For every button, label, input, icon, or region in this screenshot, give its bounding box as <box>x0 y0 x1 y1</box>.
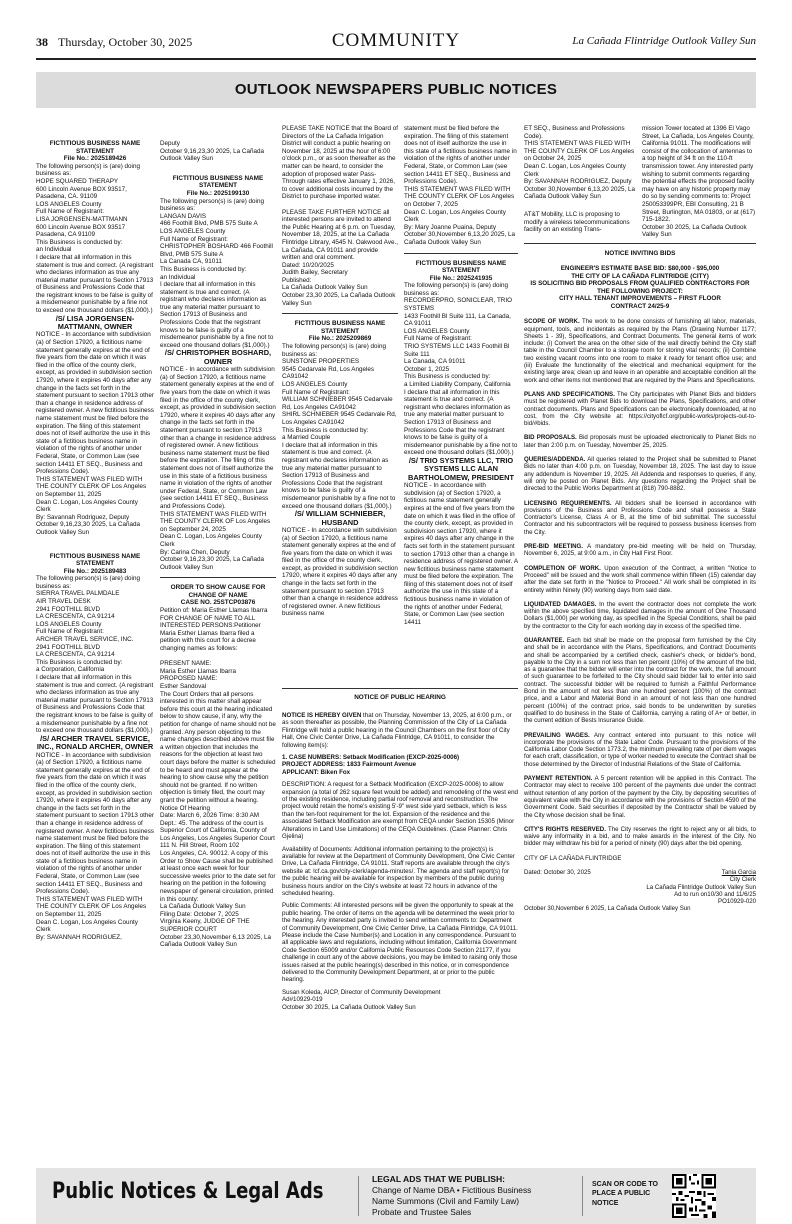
notice-body: NOTICE - In accordance with subdivision (a) of Section 17920, a fictitious name statement generally expires at the end of five years from the date on which it was filed in the office of the county clerk, except, as provided in subdivision section 17920, where it expires 40 days after any change in the facts set forth in the statement pursuant to section 17913 other than a change in residence address of registered owner. A new fictitious business name statement must be filed before the expiration. The filing of this statement does not of itself authorize the use in this state of a fictitious business name in violation of the rights of another under Federal, State, or Common Law (see section 14411 ET SEQ., Business and Professions Code). THIS STATEMENT WAS FILED WITH THE COUNTY CLERK OF Los Angeles on September 24, 2025 Dean C. Logan, Los Angeles County Clerk By: Carina Chen, Deputy October 9,16,23,30 2025, La Cañada Outlook Valley Sun <box>160 366 276 571</box>
bids-paragraph-text: Bid proposals must be uploaded electronically to Planet Bids no later than 2:00 p.m. on Tuesday, November 25, 2025. <box>524 434 756 449</box>
divider <box>282 313 398 314</box>
bids-paragraph <box>524 565 756 594</box>
notice-body: The following person(s) is (are) doing business as: RECORDERPRO, SONICLEAR, TRIO SYSTEMS 1433 Foothill Bl Suite 111, La Canada, CA 91011 LOS ANGELES County Full Name of Registrant: TRIO SYSTEMS LLC 1433 Foothill Bl Suite 111 La Canada, CA 91011 October 1, 2025 This Business is conducted by: a Limited Liability Company, California I declare that all information in this statement is true and correct. (A registrant who declares information as true any material matter pursuant to Section 17913 of Business and Professions Code that the registrant knows to be false is guilty of a misdemeanor punishable by a fine not to exceed one thousand dollars ($1,000).) <box>404 282 518 457</box>
notice-body: The following person(s) is (are) doing business as: SIERRA TRAVEL PALMDALE AIR TRAVEL DESK 2941 FOOTHILL BLVD LA CRESCENTA, CA 91214 LOS ANGELES County Full Name of Registrant: ARCHER TRAVEL SERVICE, INC. 2941 FOOTHILL BLVD LA CRESCENTA, CA 91214 This Business is conducted by: a Corporation, California I declare that all information in this statement is true and correct. (A registrant who declares information as true any material matter pursuant to Section 17913 of Business and Professions Code that the registrant knows to be false is guilty of a misdemeanor punishable by a fine not to exceed one thousand dollars ($1,000).) <box>36 575 154 735</box>
file-number: File No.: 2025209869 <box>308 335 372 343</box>
bids-paragraph-label: PLANS AND SPECIFICATIONS. <box>524 390 615 398</box>
hearing-signature: Susan Koleda, AICP, Director of Community Development Ad#10929-019 October 30 2025, La Cañada Outlook Valley Sun <box>282 988 441 1011</box>
bids-paragraph <box>524 543 756 558</box>
section-title: COMMUNITY <box>331 30 461 51</box>
notice-body: NOTICE - In accordance with subdivision (a) of Section 17920, a fictitious name statement generally expires at the end of five years from the date on which it was filed in the office of the county clerk, except, as provided in subdivision section 17920, where it expires 40 days after any change in the facts set forth in the statement pursuant to section 17913 other than a change in residence address of registered owner. A new fictitious business name statement must be filed before the expiration. The filing of this statement does not of itself authorize the use in this state of a fictitious business name in violation of the rights of another under Federal, State, or Common Law (see section 14411 <box>404 482 518 626</box>
bids-paragraph-label: CITY'S RIGHTS RESERVED. <box>524 825 606 833</box>
notice-heading: FICTITIOUS BUSINESS NAME STATEMENT <box>294 320 386 335</box>
bids-paragraph-label: PREVAILING WAGES. <box>524 731 590 739</box>
bids-paragraph-text: All queries related to the Project shall be submitted to Planet Bids no later than 4:00 p.m. on Tuesday, November 18, 2025. The last day to issue any addendum is November 19, 2025. All Addenda and responses to queries, if any, will only be posted on Planet Bids. Any questions regarding the Project shall be directed to the Public Works Department at (818) 790-8882. <box>524 456 756 493</box>
bids-paragraph <box>524 826 756 848</box>
bids-paragraph <box>524 456 756 492</box>
notice-body: PLEASE TAKE NOTICE that the Board of Directors of the La Cañada Irrigation District will conduct a public hearing on November 18, 2025 at the hour of 6:00 o'clock p.m., or as soon thereafter as the matter can be heard, to consider the adoption of proposed water Pass-Through rates effective January 1, 2026, to cover additional costs incurred by the District to purchase imported water. PLEASE TAKE FURTHER NOTICE all interested persons are invited to attend the Public Hearing at 6 p.m. on Tuesday, November 18, 2025, at the La Cañada Flintridge Library, 4545 N. Oakwood Ave., La Cañada, CA 91011 and provide written and oral comment. Dated: 10/20/2025 Judith Bailey, Secretary Published: La Cañada Outlook Valley Sun October 23,30 2025, La Cañada Outlook Valley Sun <box>282 125 398 307</box>
footer-heading: LEGAL ADS THAT WE PUBLISH: <box>372 1174 506 1184</box>
divider <box>358 1176 359 1216</box>
notice-signature: /S/ LISA JORGENSEN-MATTMANN, OWNER <box>55 313 135 332</box>
issue-date: Thursday, October 30, 2025 <box>58 35 193 49</box>
qr-code-icon[interactable] <box>672 1174 716 1218</box>
scan-prompt: SCAN OR CODE TO PLACE A PUBLIC NOTICE <box>592 1181 658 1207</box>
hearing-intro-lead: NOTICE IS HEREBY GIVEN <box>282 712 362 719</box>
hearing-case: 1. CASE NUMBERS: Setback Modification (EXCP-2025-0006) PROJECT ADDRESS: 1833 Fairmount Avenue APPLICANT: Biken Fox <box>282 754 460 776</box>
divider <box>404 253 518 254</box>
notice-heading: NOTICE INVITING BIDS <box>604 250 676 257</box>
bids-paragraph <box>524 732 756 768</box>
divider <box>524 243 756 244</box>
notice-heading: FICTITIOUS BUSINESS NAME STATEMENT <box>172 174 264 190</box>
bids-paragraph <box>524 434 756 449</box>
case-number: CASE NO. 25STCP03876 <box>180 599 256 607</box>
bids-paragraph <box>524 601 756 630</box>
notice-body: The following person(s) is (are) doing business as: LANGAN DAVIS 466 Foothill Blvd, PMB 575 Suite A LOS ANGELES County Full Name of Registrant: CHRISTOPHER BOSHARD 466 Foothill Blvd, PMB 575 Suite A La Canada CA, 91011 This Business is conducted by: an Individual I declare that all information in this statement is true and correct. (A registrant who declares information as true any material matter pursuant to Section 17913 of Business and Professions Code that the registrant knows to be false is guilty of a misdemeanor punishable by a fine not to exceed one thousand dollars ($1,000).) <box>160 197 274 349</box>
bids-paragraph-label: BID PROPOSALS. <box>524 434 577 442</box>
hearing-description: DESCRIPTION: A request for a Setback Modification (EXCP-2025-0006) to allow expansion (a total of 262 square feet would be added) and remodeling of the west end of the existing residence, including partial roof removal and reconstruction. The project would retain the home's existing 5'-9" west side yard setback, which is less than the ten-foot requirement for the lot. Expansion of the residence and the associated Setback Modification are exempt from CEQA under Section 15305 (Minor Alterations in Land Use Limitations) of the CEQA Guidelines. (Case Planner: Chris Gjelina) <box>282 781 518 841</box>
bids-paragraph-label: PAYMENT RETENTION. <box>524 775 593 783</box>
hearing-intro-text: that on Thursday, November 13, 2025, at 6:00 p.m., or as soon thereafter as possible, the Planning Commission of the City of La Cañada Flintridge will hold a public hearing in the Council Chambers on the first floor of City Hall, One Civic Center Drive, La Cañada Flintridge, CA 91011, to consider the following item(s): <box>282 712 512 749</box>
file-number: File No.: 2025241935 <box>429 274 493 282</box>
hearing-comments: Public Comments: All interested persons will be given the opportunity to speak at the public hearing. The order of items on the agenda will be determined the week prior to the hearing. Any interested party is invited to send written comments to: Department of Community Development, One Civic Center Drive, La Cañada Flintridge, CA 91011. Please include the Case Number(s) and Location in any correspondence. Pursuant to all applicable laws and regulations, including without limitation, California Government Code Section 65009 and/or California Public Resources Code Section 21177, if you challenge in court any of the above decisions, you may be limited to raising only those issues raised at the public hearing(s) described in this notice, or in correspondence delivered to the Community Development Department, at or prior to the public hearing. <box>282 902 518 984</box>
column-5 <box>524 125 636 240</box>
hearing-availability: Availability of Documents: Additional information pertaining to the project(s) is available for review at the Department of Community Development, One Civic Center Drive, La Cañada Flintridge, CA 91011. Staff reports are available through the city's website at: lcf.ca.gov/city-clerk/agenda-minutes/. The agenda and staff report(s) for the public hearing will be available for inspection by members of the public during business hours and/or on the City's website at least 72 hours in advance of the scheduled hearing. <box>282 845 515 897</box>
bids-paragraph <box>524 637 756 725</box>
bids-dated-line <box>524 869 756 876</box>
notice-body: statement must be filed before the expiration. The filing of this statement does not of itself authorize the use in this state of a fictitious business name in violation of the rights of another under Federal, State, or Common Law (see section 14411 ET SEQ., Business and Professions Code). THIS STATEMENT WAS FILED WITH THE COUNTY CLERK OF Los Angeles on October 7, 2025 Dean C. Logan, Los Angeles County Clerk By: Mary Joanne Puaina, Deputy October 30,November 6,13,20 2025, La Cañada Outlook Valley Sun <box>404 125 517 246</box>
bids-paragraph-text: In the event the contractor does not complete the work within the above specified time, liquidated damages in the amount of One Thousand Dollars ($1,000) per working day, as specified in the Special Conditions, shall be paid by the contractor to the City for each working day in excess of the specified time. <box>524 600 756 630</box>
notice-heading: FICTITIOUS BUSINESS NAME STATEMENT <box>49 552 141 568</box>
paper-name: La Cañada Flintridge Outlook Valley Sun <box>572 35 756 47</box>
column-2 <box>160 140 276 1170</box>
bids-paragraph-text: The City reserves the right to reject any or all bids, to waive any informality in a bid, and to make awards in the interest of the City. No bidder may withdraw his bid for a period of ninety (90) days after the bid opening. <box>524 825 756 848</box>
notice-inviting-bids <box>524 250 756 1172</box>
bids-paragraph-text: A 5 percent retention will be applied in this Contract. The Contractor may elect to receive 100 percent of the payments due under the contract without retention of any portion of the payment by the City, by depositing securities of equivalent value with the City in accordance with the provisions of Section 4590 of the Government Code. Said securities if deposited by the Contractor shall be valued by the City whose decision shall be final. <box>524 775 756 819</box>
notice-body: The following person(s) is (are) doing business as: HOPE SQUARED THERAPY 600 Lincoln Avenue BOX 93517, Pasadena, CA. 91109 LOS ANGELES County Full Name of Registrant: LISA JORGENSEN-MATTMANN 600 Lincoln Avenue BOX 93517 Pasadena, CA 91109 This Business is conducted by: an Individual I declare that all information in this statement is true and correct. (A registrant who declares information as true any material matter pursuant to Section 17913 of Business and Professions Code that the registrant knows to be false is guilty of a misdemeanor punishable by a fine not to exceed one thousand dollars ($1,000).) <box>36 162 154 315</box>
column-3 <box>282 125 398 685</box>
bids-paragraph <box>524 775 756 819</box>
notice-signature: /S/ CHRISTOPHER BOSHARD, OWNER <box>164 348 272 366</box>
file-number: File No.: 2025189426 <box>63 155 127 163</box>
notice-body: ET SEQ., Business and Professions Code). THIS STATEMENT WAS FILED WITH THE COUNTY CLERK OF Los Angeles on October 24, 2025 Dean C. Logan, Los Angeles County Clerk By: SAVANNAH RODRIGUEZ, Deputy October 30,November 6,13,20 2025, La Cañada Outlook Valley Sun <box>524 125 635 201</box>
notice-body: Petition of: Maria Esther Llamas Ibarra FOR CHANGE OF NAME TO ALL INTERESTED PERSONS:Petitioner Maria Esther Llamas Ibarra filed a petition with this court for a decree changing names as follows: PRESENT NAME: Maria Esther Llamas Ibarra PROPOSED NAME: Esther Sandoval The Court Orders that all persons interested in this matter shall appear before this court at the hearing indicated below to show cause, if any, why the petition for change of name should not be granted. Any person objecting to the name changes described above must file a written objection that includes the reasons for the objection at least two court days before the matter is scheduled to be heard and must appear at the hearing to show cause why the petition should not be granted. If no written objection is timely filed, the court may grant the petition without a hearing. Notice Of Hearing Date: March 6, 2026 Time: 8:30 AM Dept.: 45. The address of the court is Superior Court of California, County of Los Angeles, Los Angeles Superior Court 111 N. Hill Street, Room 102 Los Angeles, CA. 90012. A copy of this Order to Show Cause shall be published at least once each week for four successive weeks prior to the date set for hearing on the petition in the following newspaper of general circulation, printed in this county: La Cañada Outlook Valley Sun Filing Date: October 7, 2025 Virginia Keeny, JUDGE OF THE SUPERIOR COURT October 23,30,November 6,13 2025, La Cañada Outlook Valley Sun <box>160 607 276 949</box>
notice-heading: ORDER TO SHOW CAUSE FOR CHANGE OF NAME <box>170 584 266 599</box>
hearing-intro <box>282 712 518 749</box>
bids-dated: Dated: October 30, 2025 <box>524 869 591 876</box>
bids-paragraph-text: Any contract entered into pursuant to this notice will incorporate the provisions of the State Labor Code. Pursuant to the provisions of the California Labor Code Section 1773.2, the minimum prevailing rate of per diem wages for each craft, classification, or type of worker needed to execute the Contract shall be those determined by the Director of Industrial Relations of the State of California. <box>524 731 756 768</box>
header-rule <box>36 58 756 60</box>
notices-banner: OUTLOOK NEWSPAPERS PUBLIC NOTICES <box>36 72 756 108</box>
bids-paragraph-label: QUERIES/ADDENDA. <box>524 456 586 464</box>
notice-heading: NOTICE OF PUBLIC HEARING <box>354 694 446 701</box>
bids-summary: ENGINEER'S ESTIMATE BASE BID: $80,000 - $95,000 THE CITY OF LA CAÑADA FLINTRIDGE (CITY) IS SOLICITING BID PROPOSALS FROM QUALIFIED CONTRACTORS FOR THE FOLLOWING PROJECT: CITY HALL TENANT IMPROVEMENTS – FIRST FLOOR CONTRACT 24/25-9 <box>530 265 750 310</box>
bids-paragraph-label: PRE-BID MEETING. <box>524 543 583 551</box>
bids-paragraph-text: Each bid shall be made on the proposal form furnished by the City and shall be in accordance with the Plans, Specifications, and Contract Documents and shall be accompanied by a certified check, cashier's check, or bidder's bond, payable to the City in a sum not less than ten percent (10%) of the amount of the bid, as a guarantee that the bidder will enter into the contract for the work, the full amount of such guarantee to be forfeited to the City should said bidder fail to enter into said contract. The successful bidder will be required to furnish a Faithful Performance Bond in the amount of not less than one hundred percent (100%) of the contract price, and a Labor and Material Bond in an amount of not less than one hundred percent (100%) of the contract price, said bonds to be underwritten by sureties qualified to do business in the State of California, carrying a rating of A+ or better, in the current edition of Bests Insurance Guide. <box>524 636 756 725</box>
bids-paragraph-text: All bidders shall be licensed in accordance with provisions of the Business and Professions Code and shall possess a State Contractor's License, Class A or B, at the time of bid submittal. The successful Contractor and his subcontractors will be required to possess business licenses from the City. <box>524 499 756 536</box>
signer-title: City Clerk <box>729 876 756 884</box>
notice-body: NOTICE - In accordance with subdivision (a) of Section 17920, a fictitious name statement generally expires at the end of five years from the date on which it was filed in the office of the county clerk, except, as provided in subdivision section 17920, where it expires 40 days after any change in the facts set forth in the statement pursuant to section 17913 other than a change in residence address of registered owner. A new fictitious business name statement must be filed before the expiration. The filing of this statement does not of itself authorize the use in this state of a fictitious business name in violation of the rights of another under Federal, State, or Common Law (see section 14411 ET SEQ., Business and Professions Code). THIS STATEMENT WAS FILED WITH THE COUNTY CLERK OF Los Angeles on September 11, 2025 Dean C. Logan, Los Angeles County Clerk By: Savannah Rodriguez, Deputy October 9,16,23,30 2025, La Cañada Outlook Valley Sun <box>36 331 154 536</box>
bids-paragraph-text: A mandatory pre-bid meeting will be held on Thursday, November 6, 2025, at 9:00 a.m., in City Hall First Floor. <box>524 543 756 558</box>
page-number: 38 <box>36 35 48 49</box>
notice-body: NOTICE - In accordance with subdivision (a) of Section 17920, a fictitious name statement generally expires at the end of five years from the date on which it was filed in the office of the county clerk, except, as provided in subdivision section 17920, where it expires 40 days after any change in the facts set forth in the statement pursuant to section 17913 other than a change in residence address of registered owner. A new fictitious business name statement must be filed before the expiration. The filing of this statement does not of itself authorize the use in this state of a fictitious business name in violation of the rights of another under Federal, State, or Common Law (see section 14411 ET SEQ., Business and Professions Code). THIS STATEMENT WAS FILED WITH THE COUNTY CLERK OF Los Angeles on September 11, 2025 Dean C. Logan, Los Angeles County Clerk By: SAVANNAH RODRIGUEZ, <box>36 751 154 941</box>
column-6 <box>642 125 756 240</box>
bids-paragraphs <box>524 318 756 847</box>
notice-heading: FICTITIOUS BUSINESS NAME STATEMENT <box>415 259 507 275</box>
footer-title: Public Notices & Legal Ads <box>52 1179 324 1204</box>
bids-paragraph <box>524 500 756 536</box>
file-number: File No.: 2025199130 <box>186 189 250 197</box>
bids-paragraph <box>524 318 756 384</box>
column-4 <box>404 125 518 685</box>
bids-paragraph-text: The work to be done consists of furnishing all labor, materials, equipment, tools, and incidentals as required by the Plans (Drawing Number 1177; Sheets 1 - 39), Specifications, and Contract Documents. The general items of work include: (i) Convert the area on the other side of the wall directly behind the City staff table in the Council Chamber to a storage room for storing vital records; (ii) Combine two existing vacant rooms into one room to make it ready for tenant office use; and (iii) Evaluate the functionality of the electrical and mechanical equipment for the existing large area; clean up and leave in an operable and acceptable condition all the work and other items not mentioned that are required by the Plans and Specifications. <box>524 318 756 384</box>
column-1 <box>36 140 154 1170</box>
notice-body: AT&T Mobility, LLC is proposing to modify a wireless telecommunications facility on an existing Trans- <box>524 210 630 234</box>
bids-paragraph-text: Upon execution of the Contract, a written "Notice to Proceed" will be issued and the work shall commence within fifteen (15) calendar day after the date set forth in the "Notice to Proceed." All work shall be completed in its entirety within Ninety (90) working days from said date. <box>524 564 756 594</box>
notice-heading: FICTITIOUS BUSINESS NAME STATEMENT <box>49 140 141 155</box>
notice-body: NOTICE - In accordance with subdivision (a) of Section 17920, a fictitious name statement generally expires at the end of five years from the date on which it was filed in the office of the county clerk, except, as provided in subdivision section 17920, where it expires 40 days after any change in the facts set forth in the statement pursuant to section 17913 other than a change in residence address of registered owner. A new fictitious business name <box>282 526 398 618</box>
legal-ads-footer <box>36 1168 756 1224</box>
notice-body: mission Tower located at 1396 El Vago Street, La Cañada, Los Angeles County, California 91011. The modifications will consist of the collocation of antennas to a top height of 34 ft on the 110-ft transmission tower. Any interested party wishing to submit comments regarding the potential effects the proposed facility may have on any historic property may do so by sending comments to: Project 250053399PR, EBI Consulting, 21 B Street, Burlington, MA 01803, or at (617) 715-1822. October 30 2025, La Cañada Outlook Valley Sun <box>642 125 756 239</box>
divider <box>582 1176 583 1216</box>
bids-paragraph-label: SCOPE OF WORK. <box>524 318 580 326</box>
divider <box>282 688 518 689</box>
bids-paragraph-label: LICENSING REQUIREMENTS. <box>524 499 612 507</box>
bids-publication: La Cañada Flintridge Outlook Valley Sun Ad to run on10/30 and 11/6/25 PO10929-020 <box>646 883 756 906</box>
public-hearing-notice <box>282 712 518 1162</box>
notice-signature: /S/ TRIO SYSTEMS LLC, TRIO SYSTEMS LLC ALAN BARTHOLOMEW, PRESIDENT <box>408 455 514 482</box>
bids-paragraph <box>524 391 756 427</box>
bids-paragraph-label: LIQUIDATED DAMAGES. <box>524 600 597 608</box>
bids-dates: October 30,November 6 2025, La Cañada Outlook Valley Sun <box>524 905 691 913</box>
bids-city: CITY OF LA CAÑADA FLINTRIDGE <box>524 854 622 862</box>
bids-signer: Tania Garcia <box>721 869 756 876</box>
bids-paragraph-label: COMPLETION OF WORK. <box>524 564 601 572</box>
page-header <box>36 30 756 56</box>
divider <box>160 577 276 578</box>
footer-ad-types: Change of Name DBA • Fictitious Business Name Summons (Civil and Family Law) Probate and Trustee Sales <box>372 1185 532 1217</box>
notice-body: Deputy October 9,16,23,30 2025, La Cañada Outlook Valley Sun <box>160 140 264 163</box>
notice-body: The following person(s) is (are) doing business as: SUNSTONE PROPERTIES 9545 Cedarvale Rd, Los Angeles CA91042 LOS ANGELES County Full Name of Registrant: WILLIAM SCHNIEBER 9545 Cedarvale Rd, Los Angeles CA91042 SHIRL SCHNIEBER 9545 Cedarvale Rd, Los Angeles CA91042 This Business is conducted by: a Married Couple I declare that all information in this statement is true and correct. (A registrant who declares information as true any material matter pursuant to Section 17913 of Business and Professions Code that the registrant knows to be false is guilty of a misdemeanor punishable by a fine not to exceed one thousand dollars ($1,000).) <box>282 343 397 510</box>
bids-paragraph-text: The City participates with Planet Bids and bidders must be registered with Planet Bids to download the Plans, Specifications, and other contract documents. Plans and Specifications can be electronically downloaded, at no cost, from the City website at: https://cityoflcf.org/public-works/projects-out-to-bid/#bids. <box>524 390 756 428</box>
notice-signature: /S/ ARCHER TRAVEL SERVICE, INC., RONALD ARCHER, OWNER <box>36 733 154 752</box>
file-number: File No.: 2025189483 <box>63 567 127 575</box>
bids-paragraph-label: GUARANTEE. <box>524 636 565 644</box>
notice-signature: /S/ WILLIAM SCHNIEBER, HUSBAND <box>294 509 386 527</box>
